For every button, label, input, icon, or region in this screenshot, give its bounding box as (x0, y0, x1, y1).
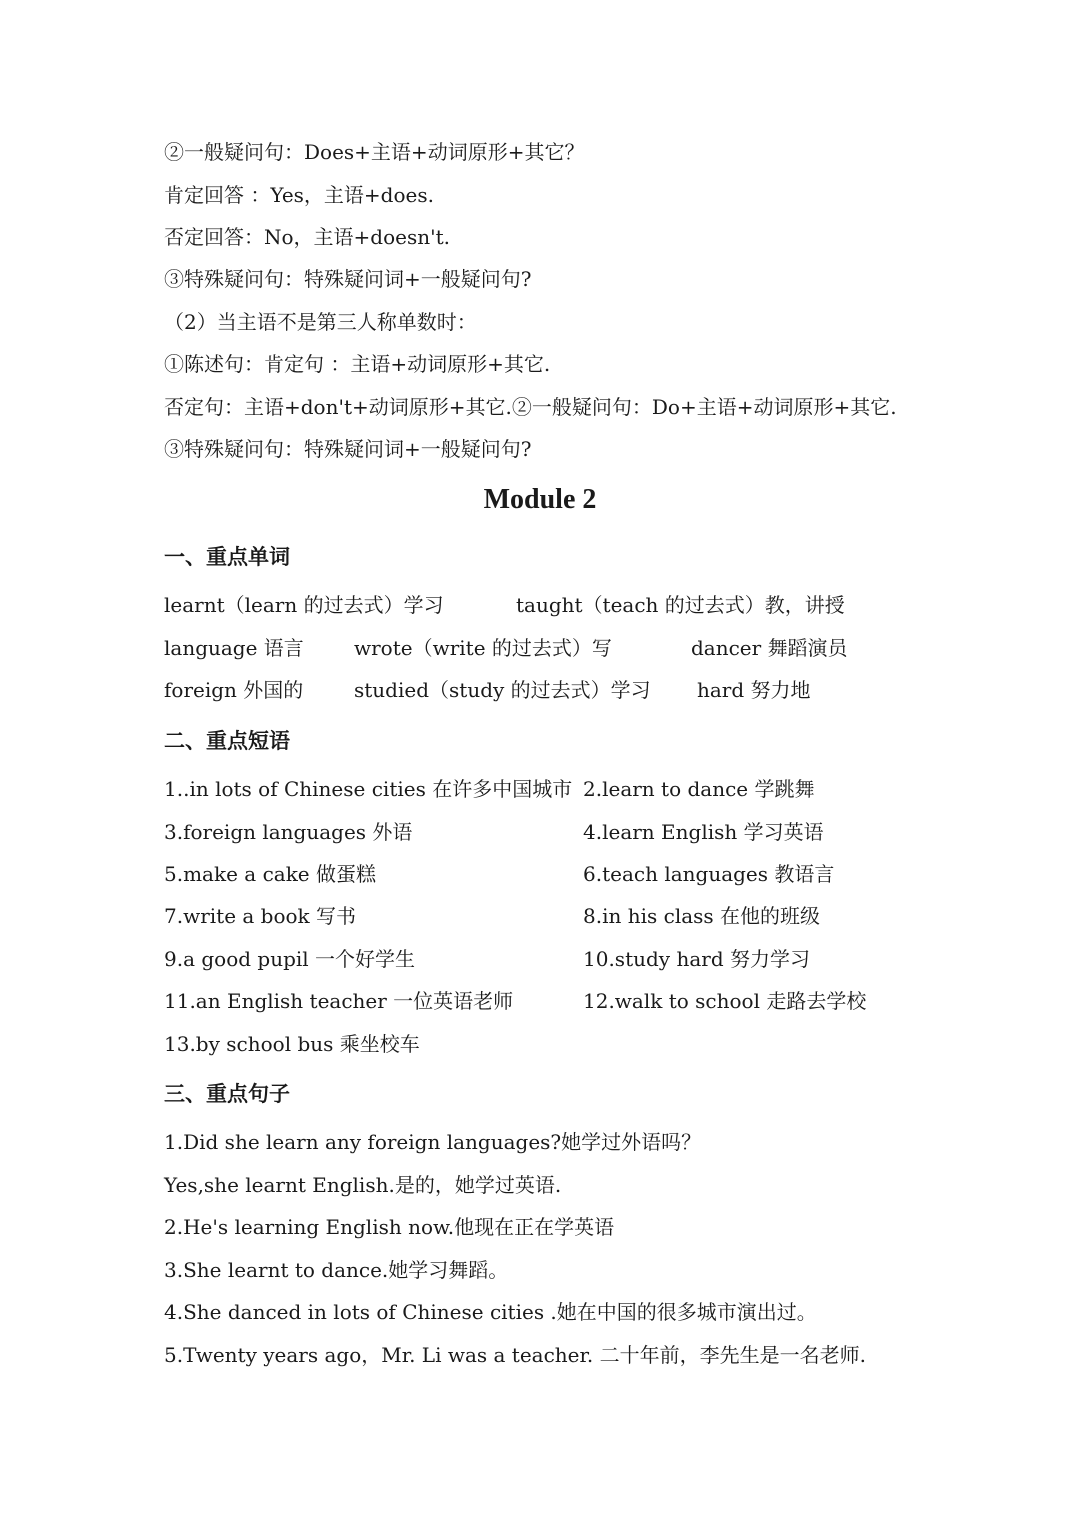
phrase-item: 9.a good pupil 一个好学生 (164, 947, 416, 971)
phrase-item: 11.an English teacher 一位英语老师 (164, 989, 514, 1013)
section-heading: 一、重点单词 (164, 545, 290, 569)
intro-line: ③特殊疑问句：特殊疑问词+一般疑问句? (164, 267, 532, 291)
sentence-line: Yes,she learnt English.是的，她学过英语. (164, 1173, 562, 1197)
phrase-item: 10.study hard 努力学习 (583, 947, 810, 971)
intro-line: ②一般疑问句：Does+主语+动词原形+其它？ (164, 140, 585, 164)
intro-line: ①陈述句：肯定句 ：主语+动词原形+其它. (164, 352, 551, 376)
phrase-item: 13.by school bus 乘坐校车 (164, 1032, 420, 1056)
section-heading: 二、重点短语 (164, 729, 290, 753)
intro-line: ③特殊疑问句：特殊疑问词+一般疑问句? (164, 437, 532, 461)
phrase-item: 5.make a cake 做蛋糕 (164, 862, 377, 886)
phrase-item: 4.learn English 学习英语 (583, 820, 824, 844)
vocab-item: language 语言 (164, 636, 304, 660)
sentence-line: 1.Did she learn any foreign languages?她学过外语吗？ (164, 1130, 702, 1154)
phrase-item: 8.in his class 在他的班级 (583, 904, 821, 928)
intro-line: （2）当主语不是第三人称单数时： (164, 310, 477, 334)
sentence-line: 3.She learnt to dance.她学习舞蹈。 (164, 1258, 509, 1282)
section-heading: 三、重点句子 (164, 1082, 290, 1106)
intro-line: 否定回答：No，主语+doesn't. (164, 225, 451, 249)
vocab-item: taught（teach 的过去式）教，讲授 (516, 593, 845, 617)
vocab-item: hard 努力地 (697, 678, 811, 702)
vocab-item: foreign 外国的 (164, 678, 304, 702)
sentence-line: 4.She danced in lots of Chinese cities .她在中国的很多城市演出过。 (164, 1300, 817, 1324)
vocab-item: wrote（write 的过去式）写 (354, 636, 612, 660)
intro-line: 否定句：主语+don't+动词原形+其它.②一般疑问句：Do+主语+动词原形+其它. (164, 395, 897, 419)
sentence-line: 2.He's learning English now.他现在正在学英语 (164, 1215, 615, 1239)
phrase-item: 12.walk to school 走路去学校 (583, 989, 867, 1013)
vocab-item: studied（study 的过去式）学习 (354, 678, 651, 702)
intro-line: 肯定回答 ：Yes，主语+does. (164, 183, 434, 207)
phrase-item: 6.teach languages 教语言 (583, 862, 835, 886)
phrase-item: 3.foreign languages 外语 (164, 820, 413, 844)
vocab-item: dancer 舞蹈演员 (691, 636, 848, 660)
phrase-item: 7.write a book 写书 (164, 904, 357, 928)
phrase-item: 1..in lots of Chinese cities 在许多中国城市 (164, 777, 573, 801)
sentence-line: 5.Twenty years ago，Mr. Li was a teacher. 二十年前，李先生是一名老师. (164, 1343, 866, 1367)
phrase-item: 2.learn to dance 学跳舞 (583, 777, 815, 801)
vocab-item: learnt（learn 的过去式）学习 (164, 593, 444, 617)
module-title: Module 2 (483, 484, 597, 515)
